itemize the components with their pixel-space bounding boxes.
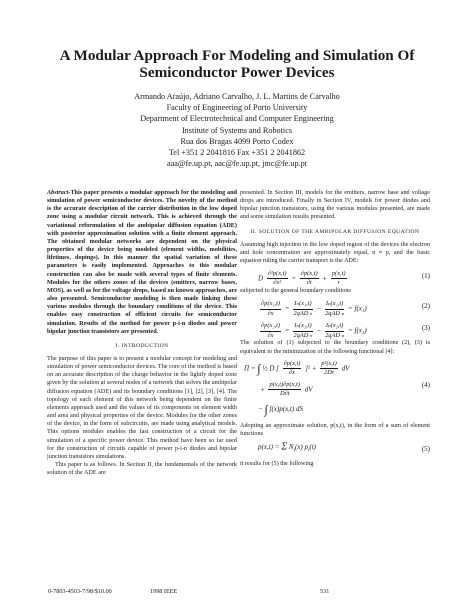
approximation-paragraph: Adopting an approximate solution, p(x,t), in the form of a sum of element functions (240, 421, 430, 437)
affiliation-line: Faculty of Engineering of Porto University (166, 103, 308, 113)
contact-email: aaa@fe.up.pt, aac@fe.up.pt, jmc@fe.up.pt (167, 159, 307, 169)
equation-4-boundary-body: − ∫ f(x)p(x,t) dS (258, 402, 303, 417)
right-column (240, 189, 430, 468)
affiliation-line: Institute of Systems and Robotics (181, 125, 293, 135)
equation-number: (2) (421, 302, 430, 311)
equation-3 (240, 317, 430, 339)
intro-paragraph: The purpose of this paper is to present a modular concept for modeling and simulation of power semiconductor devices. The core of the method is based on an accurate description of the charge behavior in the lightly doped zone given by the solution at several nodes of a network that solves the ambipolar diffusion equation (ADE) and its boundary conditions [1], [2], [3], [4]. The topology of each element of this network being dependent on the finite elements approach used and the values of its components on element width and area and physical properties of the device. Modules for the other zones of the device, in the form of subcircuits, are made using analytical models. This options modules enables the fast construction of a circuit for the simulation of a specific power device. This method have been so far used for the construction of circuits capable of power p-i-n diodes and bipolar junction transistors simulations. (47, 354, 237, 460)
intro-paragraph-2: This paper is as follows. In Section II, the fundamentals of the network solution of the ADE are (47, 461, 237, 477)
paper-title (40, 47, 434, 81)
footer-copyright: 1998 IEEE (150, 588, 178, 595)
title-line: Semiconductor Power Devices (139, 64, 335, 81)
equation-5-body: p(x,t) = Σ $N_i(x)$ $p_i(t)$ (258, 441, 316, 454)
equation-number: (5) (421, 445, 430, 454)
equation-number: (4) (421, 380, 430, 389)
ade-paragraph: Assuming high injection in the low doped region of the devices the electron and hole concentration are approximately equal, n ≈ p, and the basic equation ruling the carrier transport is the ADE: (240, 240, 430, 265)
affiliation-line: Department of Electrotechnical and Computer Engineering (140, 114, 334, 124)
author-block (60, 91, 414, 169)
equation-1 (240, 265, 430, 287)
equation-3-body: $\frac{\text{∂p(x₂,t)}}{\partial x}$ = $\frac{\text{Iₙ(x₂,t)}}{\text{2qAD ₙ}}$ − $\frac{\text{Iₚ(x₂,t)}}{\text{2qAD ₚ}}$ = f(x₂) (261, 322, 367, 339)
equation-1-body: D $\frac{\text{∂²p(x,t)}}{\text{∂x²}}$ = $\frac{\partial p(x,t)}{\partial t}$ + $\frac{p(x,t)}{\tau}$ (258, 270, 346, 287)
left-column (47, 189, 237, 477)
equation-4-body: Π = ∫ ½ D [ $\frac{\partial p(x,t)}{\partial x}$ ]² + $\frac{\text{p²(x,t)}}{2D\tau}$ dV (244, 359, 350, 376)
equation-2-body: $\frac{\text{∂p(x₁,t)}}{\partial x}$ = $\frac{\text{Iₙ(x₁,t)}}{\text{2qAD ₙ}}$ − $\frac{\text{Iₚ(x₁,t)}}{\text{2qAD ₚ}}$ = f(x₁) (261, 300, 367, 317)
equation-4-boundary-term (240, 400, 430, 422)
abstract (47, 189, 237, 336)
abstract-text: This paper presents a modular approach for the modeling and simulation of power semiconductor devices. The novelty of the method is the accurate description of the carrier distribution in the low doped zone using a modular circuit network. This is achieved through the variational reformulation of the ambipolar diffusion equation (ADE) with posterior approximation solution with a finite element approach. The obtained modular networks are dependent on the physical properties of the device being modeled (element widths, mobilities, lifetimes, dopings). In this manner the spatial variation of these parameters is easily implemented. Approaches to this modular construction can also be made with several types of finite elements. Modules for the others zones of the devices (emitters, narrow bases, MOS), as well as for the voltage drops, based on known approaches, are also presented. Semiconductor modeling is then made linking these various modules through the boundary conditions of the device. This enables easy construction of efficient circuits for semiconductor simulation. Results of the method for power p-i-n diodes and power bipolar junction transistors are presented. (47, 189, 237, 335)
equation-5 (240, 438, 430, 460)
address-line: Rua dos Bragas 4099 Porto Codex (180, 136, 294, 146)
boundary-paragraph: subjected to the general boundary conditions (240, 287, 351, 295)
result-paragraph: it results for (5) the following (240, 460, 314, 468)
section-heading-introduction: I. INTRODUCTION (115, 342, 169, 349)
equation-4-body-line2: + $\frac{p(x,t)\partial p(x,t)}{D\partial t}$ dV (260, 380, 313, 397)
functional-paragraph: The solution of (1) subjected to the boundary conditions (2), (3) is equivalent to the minimization of the following functional [4]: (240, 339, 430, 355)
title-line: A Modular Approach For Modeling and Simulation Of (59, 47, 415, 64)
equation-4 (240, 356, 430, 400)
section-heading-ade: II. SOLUTION OF THE AMBIPOLAR DIFFUSION EQUATION (250, 228, 420, 235)
contact-phone: Tel +351 2 2041816 Fax +351 2 2041862 (168, 148, 306, 158)
equation-number: (1) (421, 272, 430, 281)
abstract-label: Abstract- (47, 189, 71, 196)
footer-isbn: 0-7803-4503-7/98/$10.00 (48, 588, 112, 595)
intro-continuation: presented. In Section III, models for the emitters, narrow base and voltage drops are introduced. Finally in Section IV, models for power diodes and bipolar junction transistors, using the various modules presented, are made and some simulation results presented. (240, 189, 430, 221)
equation-2 (240, 295, 430, 317)
author-names: Armando Araújo, Adriano Carvalho, J. L. Martins de Carvalho (134, 92, 340, 101)
equation-number: (3) (421, 324, 430, 333)
footer-page-number: 531 (320, 588, 330, 595)
